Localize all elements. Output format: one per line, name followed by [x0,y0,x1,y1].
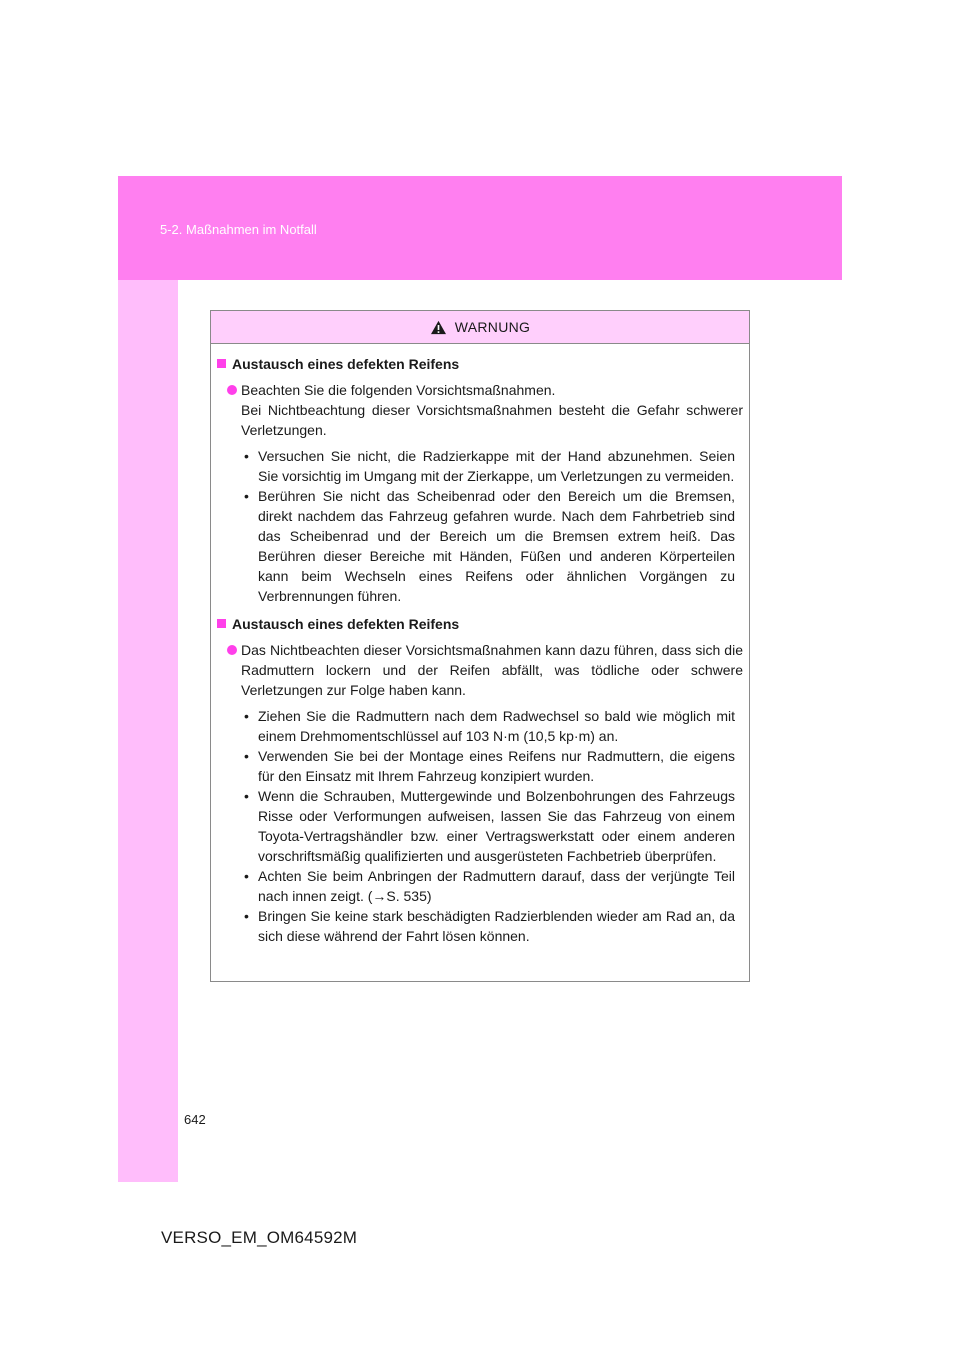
bullet-list [241,446,743,606]
list-item: • Versuchen Sie nicht, die Radzierkappe mit der Hand abzunehmen. Seien Sie vorsichtig im Umgang mit der Zierkappe, um Verletzungen zu vermeiden. [241,446,743,486]
circle-bullet-icon [227,385,237,395]
list-item: • Achten Sie beim Anbringen der Radmuttern darauf, dass der verjüngte Teil nach innen zeigt. (→S. 535) [241,866,743,906]
section-label: 5-2. Maßnahmen im Notfall [160,222,317,237]
warning-box [210,310,750,982]
side-band [118,280,178,1182]
document-code: VERSO_EM_OM64592M [161,1228,358,1247]
square-bullet-icon [217,619,226,628]
sub-point [217,380,743,606]
circle-bullet-icon [227,645,237,655]
paragraph: Das Nichtbeachten dieser Vorsichtsmaßnahmen kann dazu führen, dass sich die Radmuttern lockern und der Reifen abfällt, was tödliche oder schwere Verletzungen zur Folge haben kann. [241,642,743,698]
warning-title: WARNUNG [454,319,531,335]
warning-triangle-icon [430,320,447,335]
sub-point [217,640,743,946]
warning-body [211,344,749,946]
paragraph: Bei Nichtbeachtung dieser Vorsichtsmaßnahmen besteht die Gefahr schwerer Verletzungen. [241,402,743,438]
list-item: • Bringen Sie keine stark beschädigten Radzierblenden wieder am Rad an, da sich diese während der Fahrt lösen können. [241,906,743,946]
warning-header [211,311,749,344]
list-item: • Ziehen Sie die Radmuttern nach dem Radwechsel so bald wie möglich mit einem Drehmomentschlüssel auf 103 N·m (10,5 kp·m) an. [241,706,743,746]
section-heading: Austausch eines defekten Reifens [217,354,743,374]
list-item: • Berühren Sie nicht das Scheibenrad oder den Bereich um die Bremsen, direkt nachdem das Fahrzeug gefahren wurde. Nach dem Fahrbetrieb sind das Scheibenrad und der Bereich um die Bremsen extrem heiß. Das Berühren dieser Bereiche mit Händen, Füßen und anderen Körperteilen kann beim Wechseln eines Reifens oder ähnlichen Vorgängen zu Verbrennungen führen. [241,486,743,606]
paragraph: Beachten Sie die folgenden Vorsichtsmaßnahmen. [241,382,556,398]
section-heading: Austausch eines defekten Reifens [217,614,743,634]
page-number: 642 [184,1112,206,1127]
square-bullet-icon [217,359,226,368]
list-item: • Verwenden Sie bei der Montage eines Reifens nur Radmuttern, die eigens für den Einsatz mit Ihrem Fahrzeug konzipiert wurden. [241,746,743,786]
bullet-list [241,706,743,946]
list-item: • Wenn die Schrauben, Muttergewinde und Bolzenbohrungen des Fahrzeugs Risse oder Verformungen aufweisen, lassen Sie das Fahrzeug von einem Toyota-Vertragshändler bzw. einer Vertragswerkstatt oder einem anderen vorschriftsmäßig qualifizierten und ausgerüsteten Fachbetrieb überprüfen. [241,786,743,866]
